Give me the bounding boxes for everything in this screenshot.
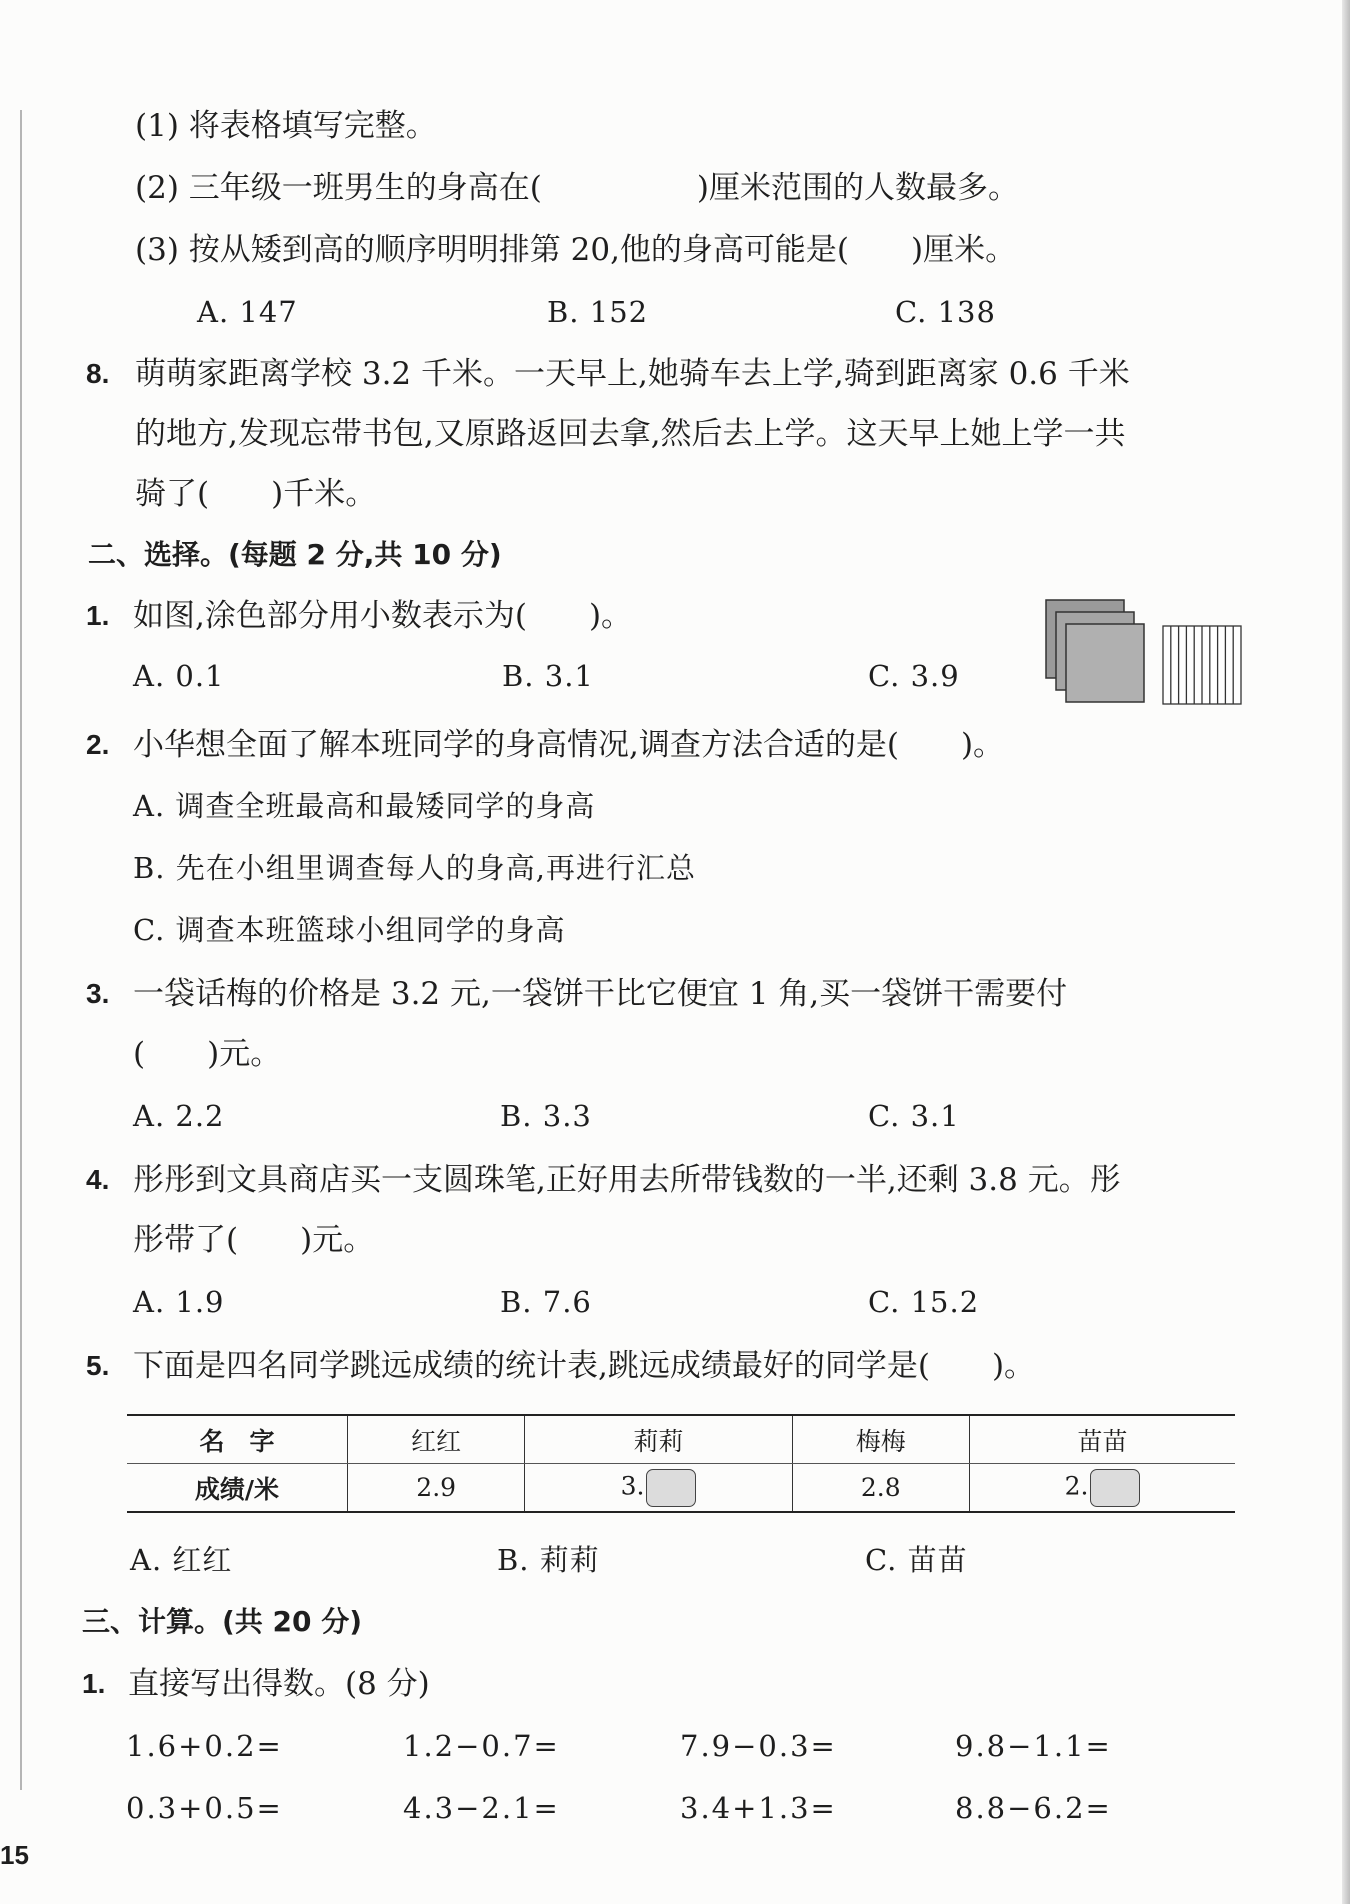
decimal-figure bbox=[1040, 598, 1246, 708]
s3-q1-number: 1. bbox=[82, 1668, 106, 1699]
s2-q4-option-b: B. 7.6 bbox=[500, 1285, 592, 1319]
binding-margin-line bbox=[20, 110, 22, 1790]
shaded-square-3 bbox=[1066, 624, 1144, 702]
hidden-digit-box bbox=[646, 1469, 696, 1507]
table-row-label: 成绩/米 bbox=[127, 1464, 348, 1513]
calc-item: 3.4+1.3= bbox=[680, 1791, 837, 1825]
table-cell-with-box bbox=[969, 1464, 1235, 1513]
s2-q5-option-a: A. 红红 bbox=[130, 1543, 233, 1577]
table-header-cell: 梅梅 bbox=[792, 1415, 969, 1464]
s2-q3-option-a: A. 2.2 bbox=[133, 1099, 225, 1133]
s2-q2-text: 小华想全面了解本班同学的身高情况,调查方法合适的是( )。 bbox=[133, 727, 1005, 763]
s2-q1-option-c: C. 3.9 bbox=[868, 659, 960, 693]
table-header-cell: 红红 bbox=[348, 1415, 525, 1464]
s2-q1-option-b: B. 3.1 bbox=[502, 659, 594, 693]
calc-item: 0.3+0.5= bbox=[126, 1791, 283, 1825]
table-header-row bbox=[127, 1415, 1235, 1464]
calc-item: 1.2−0.7= bbox=[403, 1729, 560, 1763]
s3-q1-text: 直接写出得数。(8 分) bbox=[128, 1666, 430, 1702]
calc-item: 1.6+0.2= bbox=[126, 1729, 283, 1763]
table-cell: 2.8 bbox=[792, 1464, 969, 1513]
s2-q2-number: 2. bbox=[86, 729, 110, 760]
page-edge-shadow bbox=[1342, 0, 1350, 1904]
s2-q5-number: 5. bbox=[86, 1350, 110, 1381]
table-cell: 2.9 bbox=[348, 1464, 525, 1513]
hidden-digit-box bbox=[1090, 1469, 1140, 1507]
calc-item: 8.8−6.2= bbox=[955, 1791, 1112, 1825]
s2-q3-option-c: C. 3.1 bbox=[868, 1099, 960, 1133]
s2-q4-line2: 彤带了( )元。 bbox=[133, 1222, 375, 1258]
q8-line1: 萌萌家距离学校 3.2 千米。一天早上,她骑车去上学,骑到距离家 0.6 千米 bbox=[135, 356, 1130, 392]
s2-q3-option-b: B. 3.3 bbox=[500, 1099, 592, 1133]
s2-q3-line1: 一袋话梅的价格是 3.2 元,一袋饼干比它便宜 1 角,买一袋饼干需要付 bbox=[133, 976, 1068, 1012]
q7-option-b: B. 152 bbox=[547, 295, 649, 329]
q8-line3: 骑了( )千米。 bbox=[135, 476, 377, 512]
calc-item: 9.8−1.1= bbox=[955, 1729, 1112, 1763]
s2-q3-line2: ( )元。 bbox=[133, 1036, 282, 1072]
q7-sub2: (2) 三年级一班男生的身高在( )厘米范围的人数最多。 bbox=[135, 170, 1019, 206]
s2-q1-option-a: A. 0.1 bbox=[133, 659, 225, 693]
s2-q2-option-b: B. 先在小组里调查每人的身高,再进行汇总 bbox=[133, 851, 696, 885]
section3-title: 三、计算。(共 20 分) bbox=[82, 1605, 363, 1638]
q8-line2: 的地方,发现忘带书包,又原路返回去拿,然后去上学。这天早上她上学一共 bbox=[135, 416, 1126, 452]
tenth-strips bbox=[1163, 626, 1241, 704]
q7-option-c: C. 138 bbox=[895, 295, 996, 329]
calc-item: 7.9−0.3= bbox=[680, 1729, 837, 1763]
s2-q5-option-c: C. 苗苗 bbox=[865, 1543, 968, 1577]
s2-q1-text: 如图,涂色部分用小数表示为( )。 bbox=[133, 598, 633, 634]
s2-q4-line1: 彤彤到文具商店买一支圆珠笔,正好用去所带钱数的一半,还剩 3.8 元。彤 bbox=[133, 1162, 1121, 1198]
calc-item: 4.3−2.1= bbox=[403, 1791, 560, 1825]
q7-sub1: (1) 将表格填写完整。 bbox=[135, 108, 437, 144]
s2-q4-option-c: C. 15.2 bbox=[868, 1285, 980, 1319]
s2-q5-option-b: B. 莉莉 bbox=[497, 1543, 600, 1577]
table-cell-value: 3. bbox=[620, 1471, 645, 1500]
table-cell-with-box bbox=[525, 1464, 792, 1513]
table-row bbox=[127, 1464, 1235, 1513]
long-jump-table bbox=[127, 1414, 1235, 1513]
table-header-cell: 苗苗 bbox=[969, 1415, 1235, 1464]
section2-title: 二、选择。(每题 2 分,共 10 分) bbox=[88, 538, 502, 571]
q7-sub3: (3) 按从矮到高的顺序明明排第 20,他的身高可能是( )厘米。 bbox=[135, 232, 1017, 268]
s2-q4-option-a: A. 1.9 bbox=[133, 1285, 225, 1319]
s2-q5-text: 下面是四名同学跳远成绩的统计表,跳远成绩最好的同学是( )。 bbox=[133, 1348, 1036, 1384]
s2-q1-number: 1. bbox=[86, 600, 110, 631]
page-number: 15 bbox=[0, 1840, 29, 1870]
table-header-cell: 名 字 bbox=[127, 1415, 348, 1464]
s2-q3-number: 3. bbox=[86, 978, 110, 1009]
table-header-cell: 莉莉 bbox=[525, 1415, 792, 1464]
q8-number: 8. bbox=[86, 358, 110, 389]
q7-option-a: A. 147 bbox=[197, 295, 298, 329]
s2-q2-option-c: C. 调查本班篮球小组同学的身高 bbox=[133, 913, 566, 947]
table-cell-value: 2. bbox=[1064, 1471, 1089, 1500]
s2-q4-number: 4. bbox=[86, 1164, 110, 1195]
s2-q2-option-a: A. 调查全班最高和最矮同学的身高 bbox=[133, 789, 596, 823]
